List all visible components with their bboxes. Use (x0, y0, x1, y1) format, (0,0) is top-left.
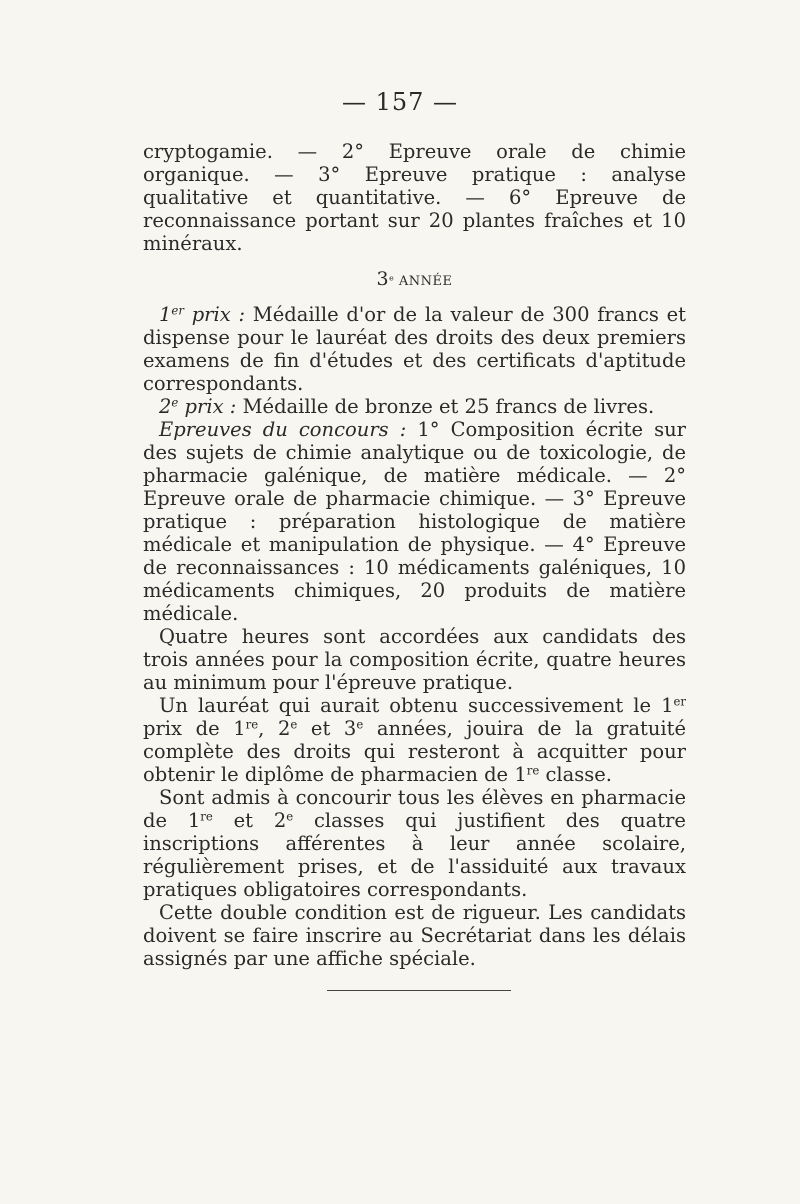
paragraph-admis: Sont admis à concourir tous les élèves en pharmacie de 1re et 2e classes qui justifient des quatre inscriptions afférentes à leur année scolaire, régulièrement prises, et de l'assiduité aux travaux pratiques obligatoires correspondants. (143, 786, 686, 901)
paragraph-first-prize (143, 303, 686, 395)
second-prize-label: 2e prix : (159, 395, 237, 418)
first-prize-text: Médaille d'or de la valeur de 300 francs et dispense pour le lauréat des droits des deux premiers examens de fin d'études et des certificats d'aptitude correspondants. (143, 303, 686, 395)
paragraph-condition: Cette double condition est de rigueur. Les candidats doivent se faire inscrire au Secrétariat dans les délais assignés par une affiche spéciale. (143, 901, 686, 970)
section-number-suffix: e (389, 273, 395, 283)
epreuves-text: 1° Composition écrite sur des sujets de chimie analytique ou de toxicologie, de pharmacie galénique, de matière médicale. — 2° Epreuve orale de pharmacie chimique. — 3° Epreuve pratique : préparation histologique de matière médicale et manipulation de physique. — 4° Epreuve de reconnaissances : 10 médicaments galéniques, 10 médicaments chimiques, 20 produits de matière médicale. (143, 418, 687, 625)
page-number: — 157 — (341, 88, 459, 116)
second-prize-text: Médaille de bronze et 25 francs de livres. (242, 395, 655, 418)
body-text (143, 140, 686, 970)
section-number: 3 (376, 268, 390, 290)
section-label: ANNÉE (398, 274, 453, 289)
paragraph-laureat: Un lauréat qui aurait obtenu successivement le 1er prix de 1re, 2e et 3e années, jouira de la gratuité complète des droits qui resteront à acquitter pour obtenir le diplôme de pharmacien de 1re classe. (143, 694, 687, 786)
paragraph-second-prize (143, 395, 686, 418)
first-prize-label: 1er prix : (159, 303, 246, 326)
paragraph-quatre-heures: Quatre heures sont accordées aux candidats des trois années pour la composition écrite, quatre heures au minimum pour l'épreuve pratique. (143, 625, 686, 694)
epreuves-label: Epreuves du concours : (159, 418, 407, 441)
paragraph-epreuves (143, 418, 686, 625)
section-heading (143, 268, 686, 293)
paragraph-intro: cryptogamie. — 2° Epreuve orale de chimie organique. — 3° Epreuve pratique : analyse qualitative et quantitative. — 6° Epreuve de reconnaissance portant sur 20 plantes fraîches et 10 minéraux. (143, 140, 686, 255)
closing-rule (327, 990, 511, 991)
